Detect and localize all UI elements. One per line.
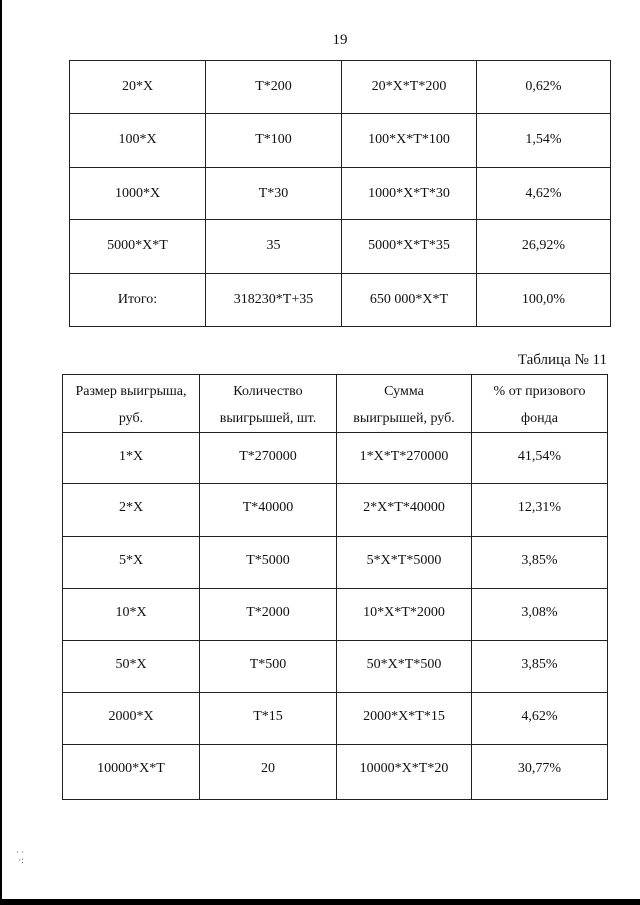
prize-size-cell: 10000*X*T — [63, 745, 200, 800]
win-count-cell: T*2000 — [200, 589, 337, 641]
header-line: Размер выигрыша, — [75, 384, 187, 399]
win-count-cell: 20 — [200, 745, 337, 800]
prize-size-cell: 2*X — [63, 484, 200, 537]
header-line: Количество — [233, 384, 303, 399]
header-line: % от призового — [493, 384, 586, 399]
win-sum-cell: 10*X*T*2000 — [337, 589, 472, 641]
win-sum-cell: 20*X*T*200 — [342, 61, 477, 114]
table-row — [70, 168, 611, 220]
table-row — [63, 745, 608, 800]
win-sum-cell: 100*X*T*100 — [342, 114, 477, 168]
win-sum-cell: 1*X*T*270000 — [337, 433, 472, 484]
total-sum-cell: 650 000*X*T — [342, 274, 477, 327]
prize-size-cell: 1*X — [63, 433, 200, 484]
fund-percent-cell: 3,85% — [472, 537, 608, 589]
win-sum-cell: 5000*X*T*35 — [342, 220, 477, 274]
table-row — [70, 114, 611, 168]
win-count-cell: T*270000 — [200, 433, 337, 484]
table-row — [63, 484, 608, 537]
win-count-cell: T*5000 — [200, 537, 337, 589]
win-sum-cell: 1000*X*T*30 — [342, 168, 477, 220]
prize-size-cell: 5*X — [63, 537, 200, 589]
prize-size-cell: 2000*X — [63, 693, 200, 745]
table-caption: Таблица № 11 — [517, 352, 607, 368]
win-sum-cell: 5*X*T*5000 — [337, 537, 472, 589]
win-sum-cell: 50*X*T*500 — [337, 641, 472, 693]
scan-bottom-border — [0, 899, 640, 905]
header-line: фонда — [521, 411, 558, 426]
prize-size-cell: 100*X — [70, 114, 206, 168]
fund-percent-cell: 41,54% — [472, 433, 608, 484]
scan-specks: · · ·: — [16, 847, 25, 865]
fund-percent-cell: 3,85% — [472, 641, 608, 693]
fund-percent-cell: 4,62% — [472, 693, 608, 745]
table-row — [63, 537, 608, 589]
total-percent-cell: 100,0% — [477, 274, 611, 327]
header-line: выигрышей, шт. — [219, 411, 317, 426]
fund-percent-cell: 1,54% — [477, 114, 611, 168]
table-row — [63, 433, 608, 484]
fund-percent-cell: 4,62% — [477, 168, 611, 220]
header-line: выигрышей, руб. — [353, 411, 455, 426]
page-number: 19 — [332, 32, 348, 48]
win-sum-cell: 10000*X*T*20 — [337, 745, 472, 800]
header-line: руб. — [118, 411, 144, 426]
header-fund-percent — [472, 375, 608, 433]
prize-size-cell: 1000*X — [70, 168, 206, 220]
table-row — [63, 641, 608, 693]
header-prize-size — [63, 375, 200, 433]
fund-percent-cell: 12,31% — [472, 484, 608, 537]
prize-size-cell: 5000*X*T — [70, 220, 206, 274]
win-count-cell: 35 — [206, 220, 342, 274]
header-line: Сумма — [384, 384, 424, 399]
table-row — [70, 61, 611, 114]
scan-left-border — [0, 0, 2, 905]
win-count-cell: T*40000 — [200, 484, 337, 537]
fund-percent-cell: 30,77% — [472, 745, 608, 800]
win-count-cell: T*30 — [206, 168, 342, 220]
table-row — [63, 693, 608, 745]
table-row — [70, 220, 611, 274]
prize-size-cell: 20*X — [70, 61, 206, 114]
prize-table-continued — [69, 60, 611, 327]
prize-size-cell: 50*X — [63, 641, 200, 693]
prize-table-11 — [62, 374, 608, 800]
fund-percent-cell: 0,62% — [477, 61, 611, 114]
fund-percent-cell: 26,92% — [477, 220, 611, 274]
header-win-count — [200, 375, 337, 433]
header-win-sum — [337, 375, 472, 433]
win-count-cell: T*500 — [200, 641, 337, 693]
prize-size-cell: 10*X — [63, 589, 200, 641]
table-header-row — [63, 375, 608, 433]
table-row — [63, 589, 608, 641]
win-sum-cell: 2000*X*T*15 — [337, 693, 472, 745]
table-total-row — [70, 274, 611, 327]
win-count-cell: T*100 — [206, 114, 342, 168]
win-count-cell: T*200 — [206, 61, 342, 114]
win-sum-cell: 2*X*T*40000 — [337, 484, 472, 537]
total-label-cell: Итого: — [70, 274, 206, 327]
total-count-cell: 318230*T+35 — [206, 274, 342, 327]
fund-percent-cell: 3,08% — [472, 589, 608, 641]
win-count-cell: T*15 — [200, 693, 337, 745]
